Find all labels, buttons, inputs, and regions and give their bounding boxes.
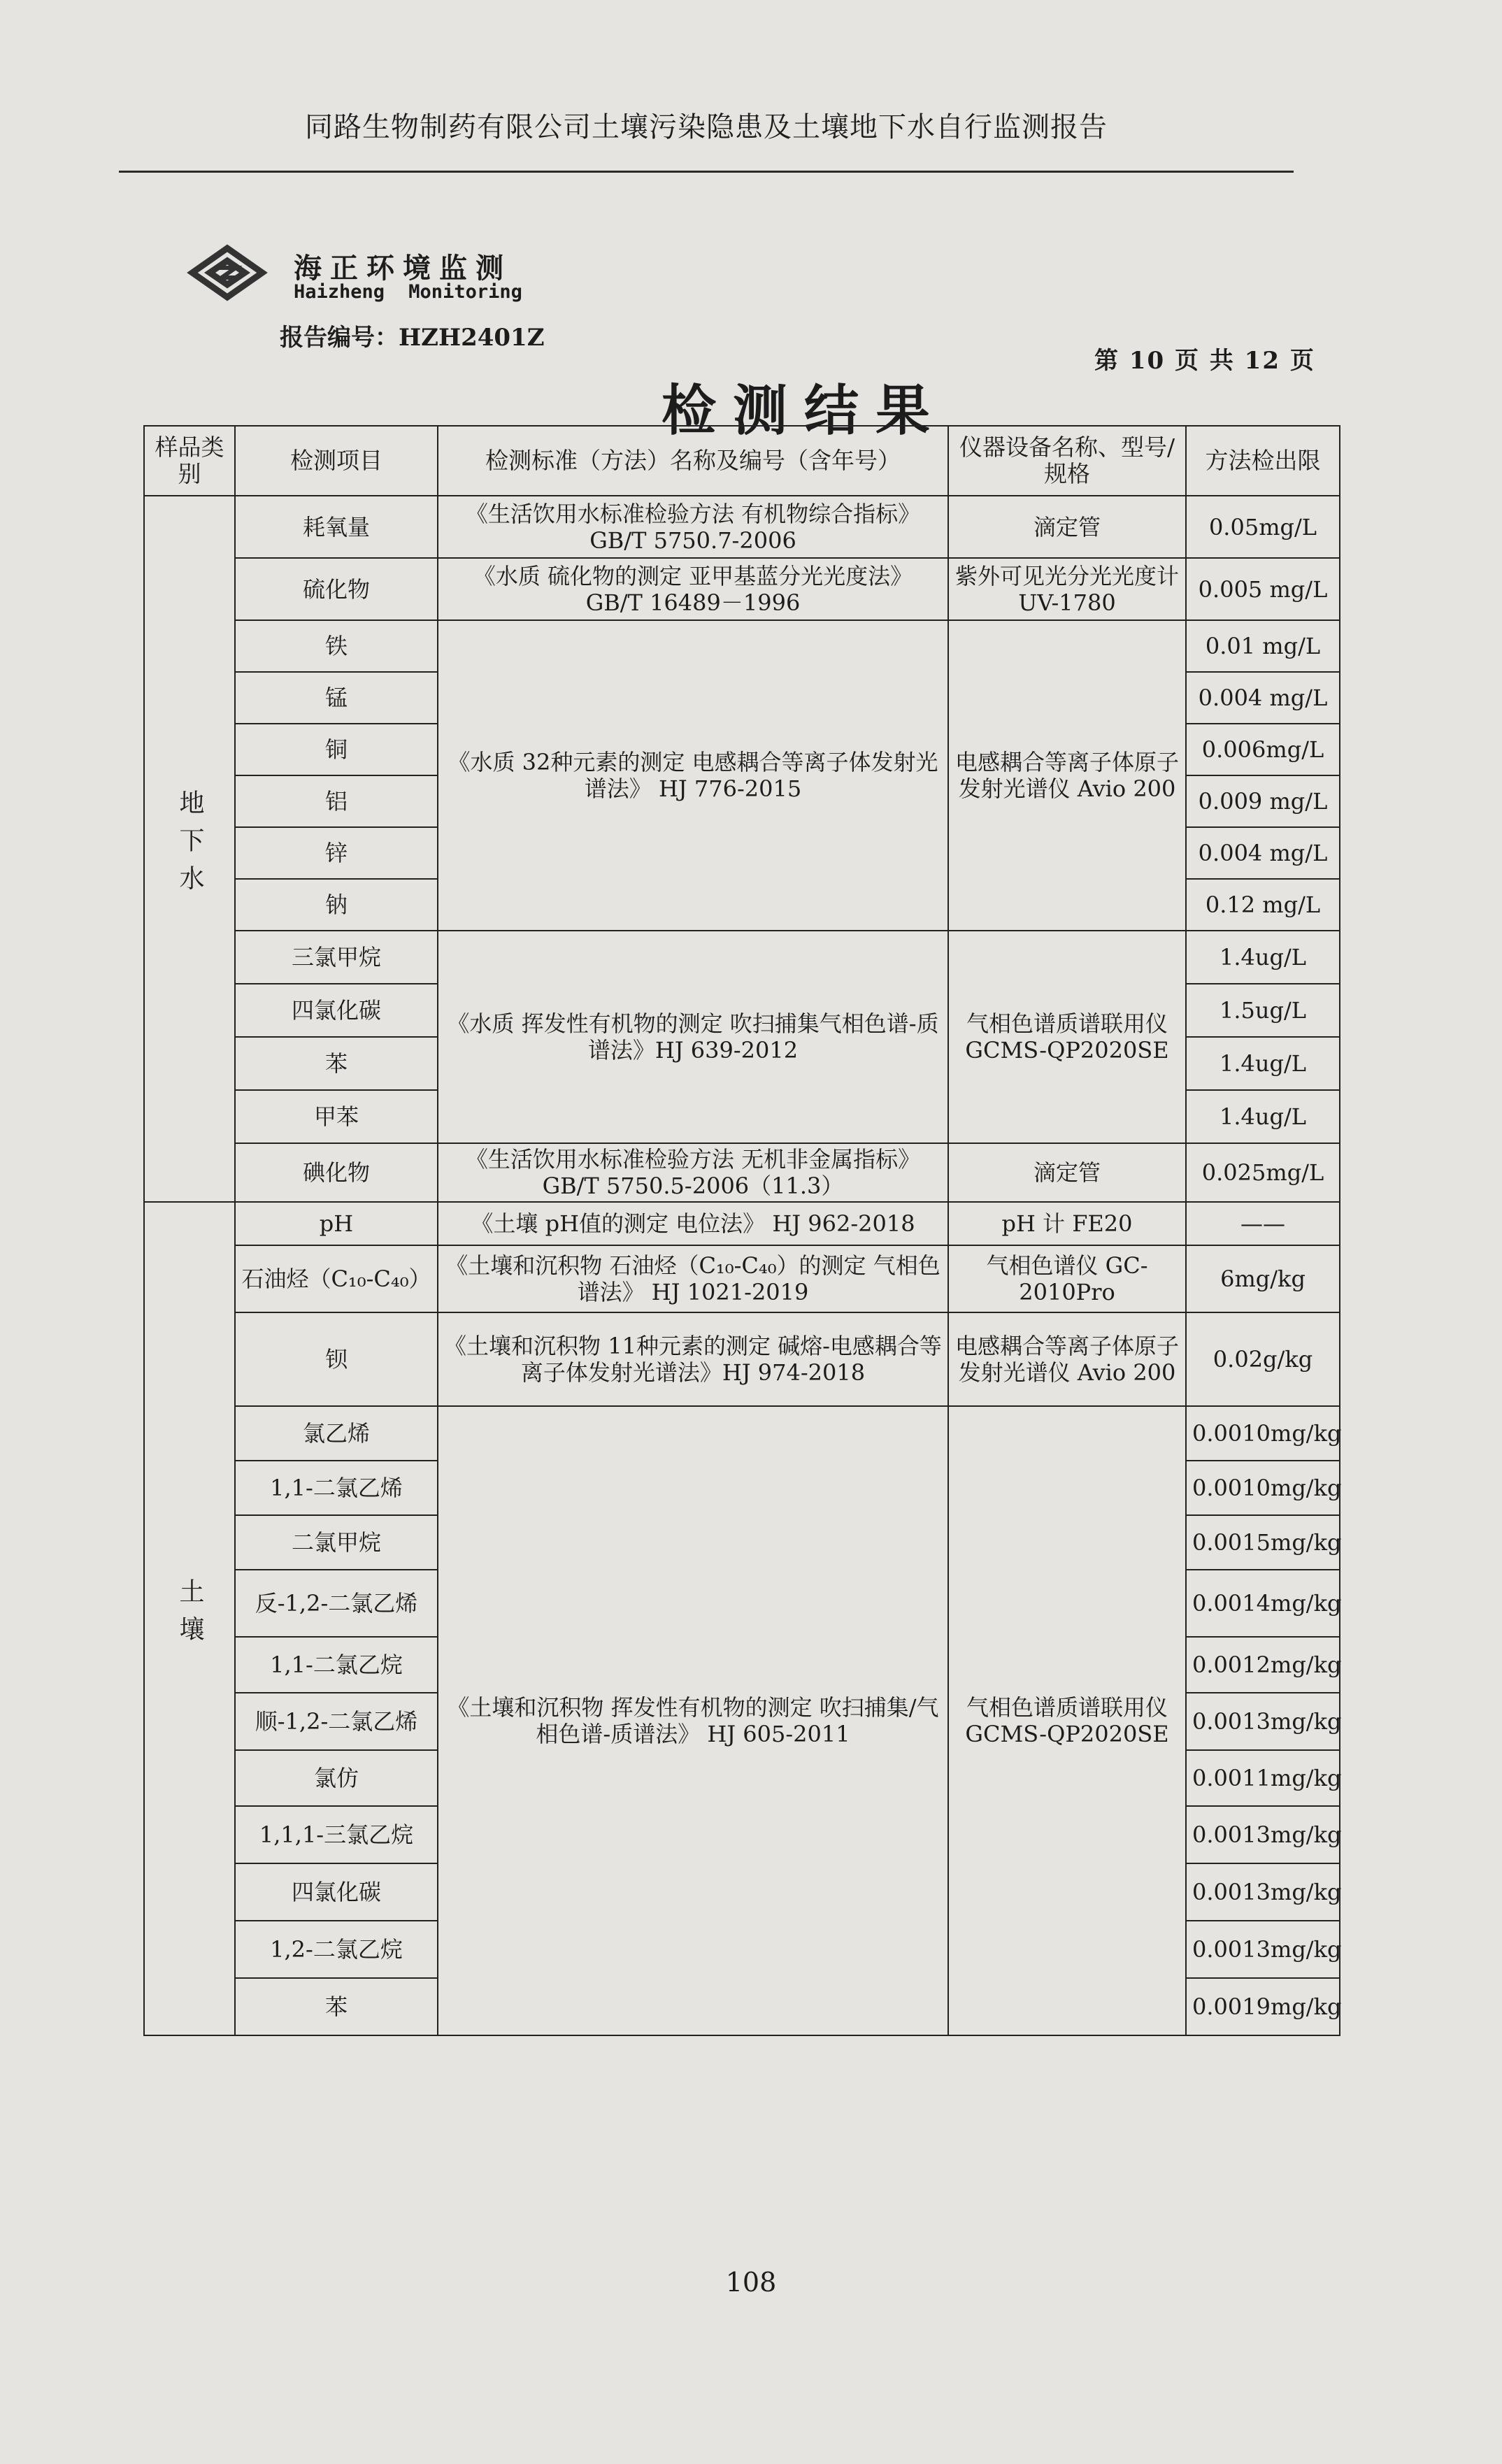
item-cell: 硫化物 <box>235 558 438 620</box>
instrument-cell: 滴定管 <box>948 1143 1186 1202</box>
limit-cell: 0.0019mg/kg <box>1186 1978 1340 2035</box>
standard-cell: 《生活饮用水标准检验方法 无机非金属指标》GB/T 5750.5-2006（11.3） <box>438 1143 948 1202</box>
limit-cell: 0.01 mg/L <box>1186 620 1340 672</box>
item-cell: 氯乙烯 <box>235 1406 438 1461</box>
page-number: 108 <box>725 2267 777 2298</box>
category-soil: 土壤 <box>144 1202 235 2035</box>
org-name-english: Haizheng Monitoring <box>294 281 522 303</box>
item-cell: 锌 <box>235 827 438 879</box>
item-cell: 四氯化碳 <box>235 1863 438 1921</box>
item-cell: 钡 <box>235 1312 438 1406</box>
category-groundwater: 地下水 <box>144 496 235 1202</box>
item-cell: 甲苯 <box>235 1090 438 1143</box>
results-title: 检测结果 <box>661 379 947 443</box>
standard-cell: 《水质 挥发性有机物的测定 吹扫捕集气相色谱-质谱法》HJ 639-2012 <box>438 931 948 1143</box>
item-cell: 铝 <box>235 775 438 827</box>
table-row <box>144 620 1340 672</box>
item-cell: 碘化物 <box>235 1143 438 1202</box>
limit-cell: 0.0012mg/kg <box>1186 1637 1340 1693</box>
limit-cell: 0.12 mg/L <box>1186 879 1340 931</box>
table-row <box>144 1245 1340 1312</box>
table-row <box>144 1143 1340 1202</box>
instrument-cell: 气相色谱质谱联用仪 GCMS-QP2020SE <box>948 931 1186 1143</box>
instrument-cell: pH 计 FE20 <box>948 1202 1186 1245</box>
item-cell: 1,1-二氯乙烷 <box>235 1637 438 1693</box>
table-header-row <box>144 426 1340 496</box>
limit-cell: 0.0010mg/kg <box>1186 1406 1340 1461</box>
table-row <box>144 496 1340 558</box>
item-cell: 顺-1,2-二氯乙烯 <box>235 1693 438 1750</box>
item-cell: 四氯化碳 <box>235 984 438 1037</box>
haizheng-logo-icon <box>178 234 276 311</box>
header-item: 检测项目 <box>235 426 438 496</box>
table-row <box>144 1202 1340 1245</box>
standard-cell: 《土壤和沉积物 石油烃（C₁₀-C₄₀）的测定 气相色谱法》 HJ 1021-2019 <box>438 1245 948 1312</box>
limit-cell: 0.0015mg/kg <box>1186 1515 1340 1570</box>
item-cell: 反-1,2-二氯乙烯 <box>235 1570 438 1637</box>
header-category: 样品类别 <box>144 426 235 496</box>
instrument-cell: 气相色谱仪 GC-2010Pro <box>948 1245 1186 1312</box>
limit-cell: 0.02g/kg <box>1186 1312 1340 1406</box>
item-cell: 锰 <box>235 672 438 724</box>
header-standard: 检测标准（方法）名称及编号（含年号） <box>438 426 948 496</box>
item-cell: 三氯甲烷 <box>235 931 438 984</box>
standard-cell: 《土壤和沉积物 挥发性有机物的测定 吹扫捕集/气相色谱-质谱法》 HJ 605-2011 <box>438 1406 948 2035</box>
limit-cell: 0.009 mg/L <box>1186 775 1340 827</box>
item-cell: 铜 <box>235 724 438 775</box>
report-number: 报告编号：HZH2401Z <box>280 324 545 352</box>
header-instrument: 仪器设备名称、型号/规格 <box>948 426 1186 496</box>
header-limit: 方法检出限 <box>1186 426 1340 496</box>
instrument-cell: 紫外可见光分光光度计 UV-1780 <box>948 558 1186 620</box>
limit-cell: 1.5ug/L <box>1186 984 1340 1037</box>
header-divider <box>119 171 1294 173</box>
report-header-title: 同路生物制药有限公司土壤污染隐患及土壤地下水自行监测报告 <box>305 111 1108 143</box>
instrument-cell: 滴定管 <box>948 496 1186 558</box>
item-cell: pH <box>235 1202 438 1245</box>
limit-cell: 0.0011mg/kg <box>1186 1750 1340 1806</box>
table-row <box>144 1312 1340 1406</box>
results-table <box>143 425 1340 2036</box>
limit-cell: 0.05mg/L <box>1186 496 1340 558</box>
item-cell: 氯仿 <box>235 1750 438 1806</box>
item-cell: 苯 <box>235 1978 438 2035</box>
limit-cell: 0.0010mg/kg <box>1186 1461 1340 1515</box>
item-cell: 1,1,1-三氯乙烷 <box>235 1806 438 1863</box>
standard-cell: 《土壤和沉积物 11种元素的测定 碱熔-电感耦合等离子体发射光谱法》HJ 974-2018 <box>438 1312 948 1406</box>
item-cell: 苯 <box>235 1037 438 1090</box>
standard-cell: 《水质 32种元素的测定 电感耦合等离子体发射光谱法》 HJ 776-2015 <box>438 620 948 931</box>
table-row <box>144 558 1340 620</box>
page-count: 第 10 页 共 12 页 <box>1094 347 1315 375</box>
standard-cell: 《土壤 pH值的测定 电位法》 HJ 962-2018 <box>438 1202 948 1245</box>
instrument-cell: 气相色谱质谱联用仪 GCMS-QP2020SE <box>948 1406 1186 2035</box>
limit-cell: 0.006mg/L <box>1186 724 1340 775</box>
limit-cell: 6mg/kg <box>1186 1245 1340 1312</box>
limit-cell: 0.025mg/L <box>1186 1143 1340 1202</box>
limit-cell: 1.4ug/L <box>1186 1090 1340 1143</box>
limit-cell: 0.0013mg/kg <box>1186 1863 1340 1921</box>
limit-cell: 0.005 mg/L <box>1186 558 1340 620</box>
item-cell: 钠 <box>235 879 438 931</box>
limit-cell: —— <box>1186 1202 1340 1245</box>
limit-cell: 0.0013mg/kg <box>1186 1806 1340 1863</box>
item-cell: 石油烃（C₁₀-C₄₀） <box>235 1245 438 1312</box>
item-cell: 1,2-二氯乙烷 <box>235 1921 438 1978</box>
limit-cell: 0.0013mg/kg <box>1186 1693 1340 1750</box>
table-row <box>144 931 1340 984</box>
table-row <box>144 1406 1340 1461</box>
item-cell: 二氯甲烷 <box>235 1515 438 1570</box>
item-cell: 耗氧量 <box>235 496 438 558</box>
limit-cell: 0.0014mg/kg <box>1186 1570 1340 1637</box>
item-cell: 铁 <box>235 620 438 672</box>
org-name-chinese: 海正环境监测 <box>294 252 512 285</box>
standard-cell: 《生活饮用水标准检验方法 有机物综合指标》GB/T 5750.7-2006 <box>438 496 948 558</box>
limit-cell: 0.004 mg/L <box>1186 827 1340 879</box>
instrument-cell: 电感耦合等离子体原子发射光谱仪 Avio 200 <box>948 620 1186 931</box>
instrument-cell: 电感耦合等离子体原子发射光谱仪 Avio 200 <box>948 1312 1186 1406</box>
item-cell: 1,1-二氯乙烯 <box>235 1461 438 1515</box>
limit-cell: 1.4ug/L <box>1186 931 1340 984</box>
limit-cell: 0.004 mg/L <box>1186 672 1340 724</box>
standard-cell: 《水质 硫化物的测定 亚甲基蓝分光光度法》 GB/T 16489－1996 <box>438 558 948 620</box>
limit-cell: 1.4ug/L <box>1186 1037 1340 1090</box>
limit-cell: 0.0013mg/kg <box>1186 1921 1340 1978</box>
